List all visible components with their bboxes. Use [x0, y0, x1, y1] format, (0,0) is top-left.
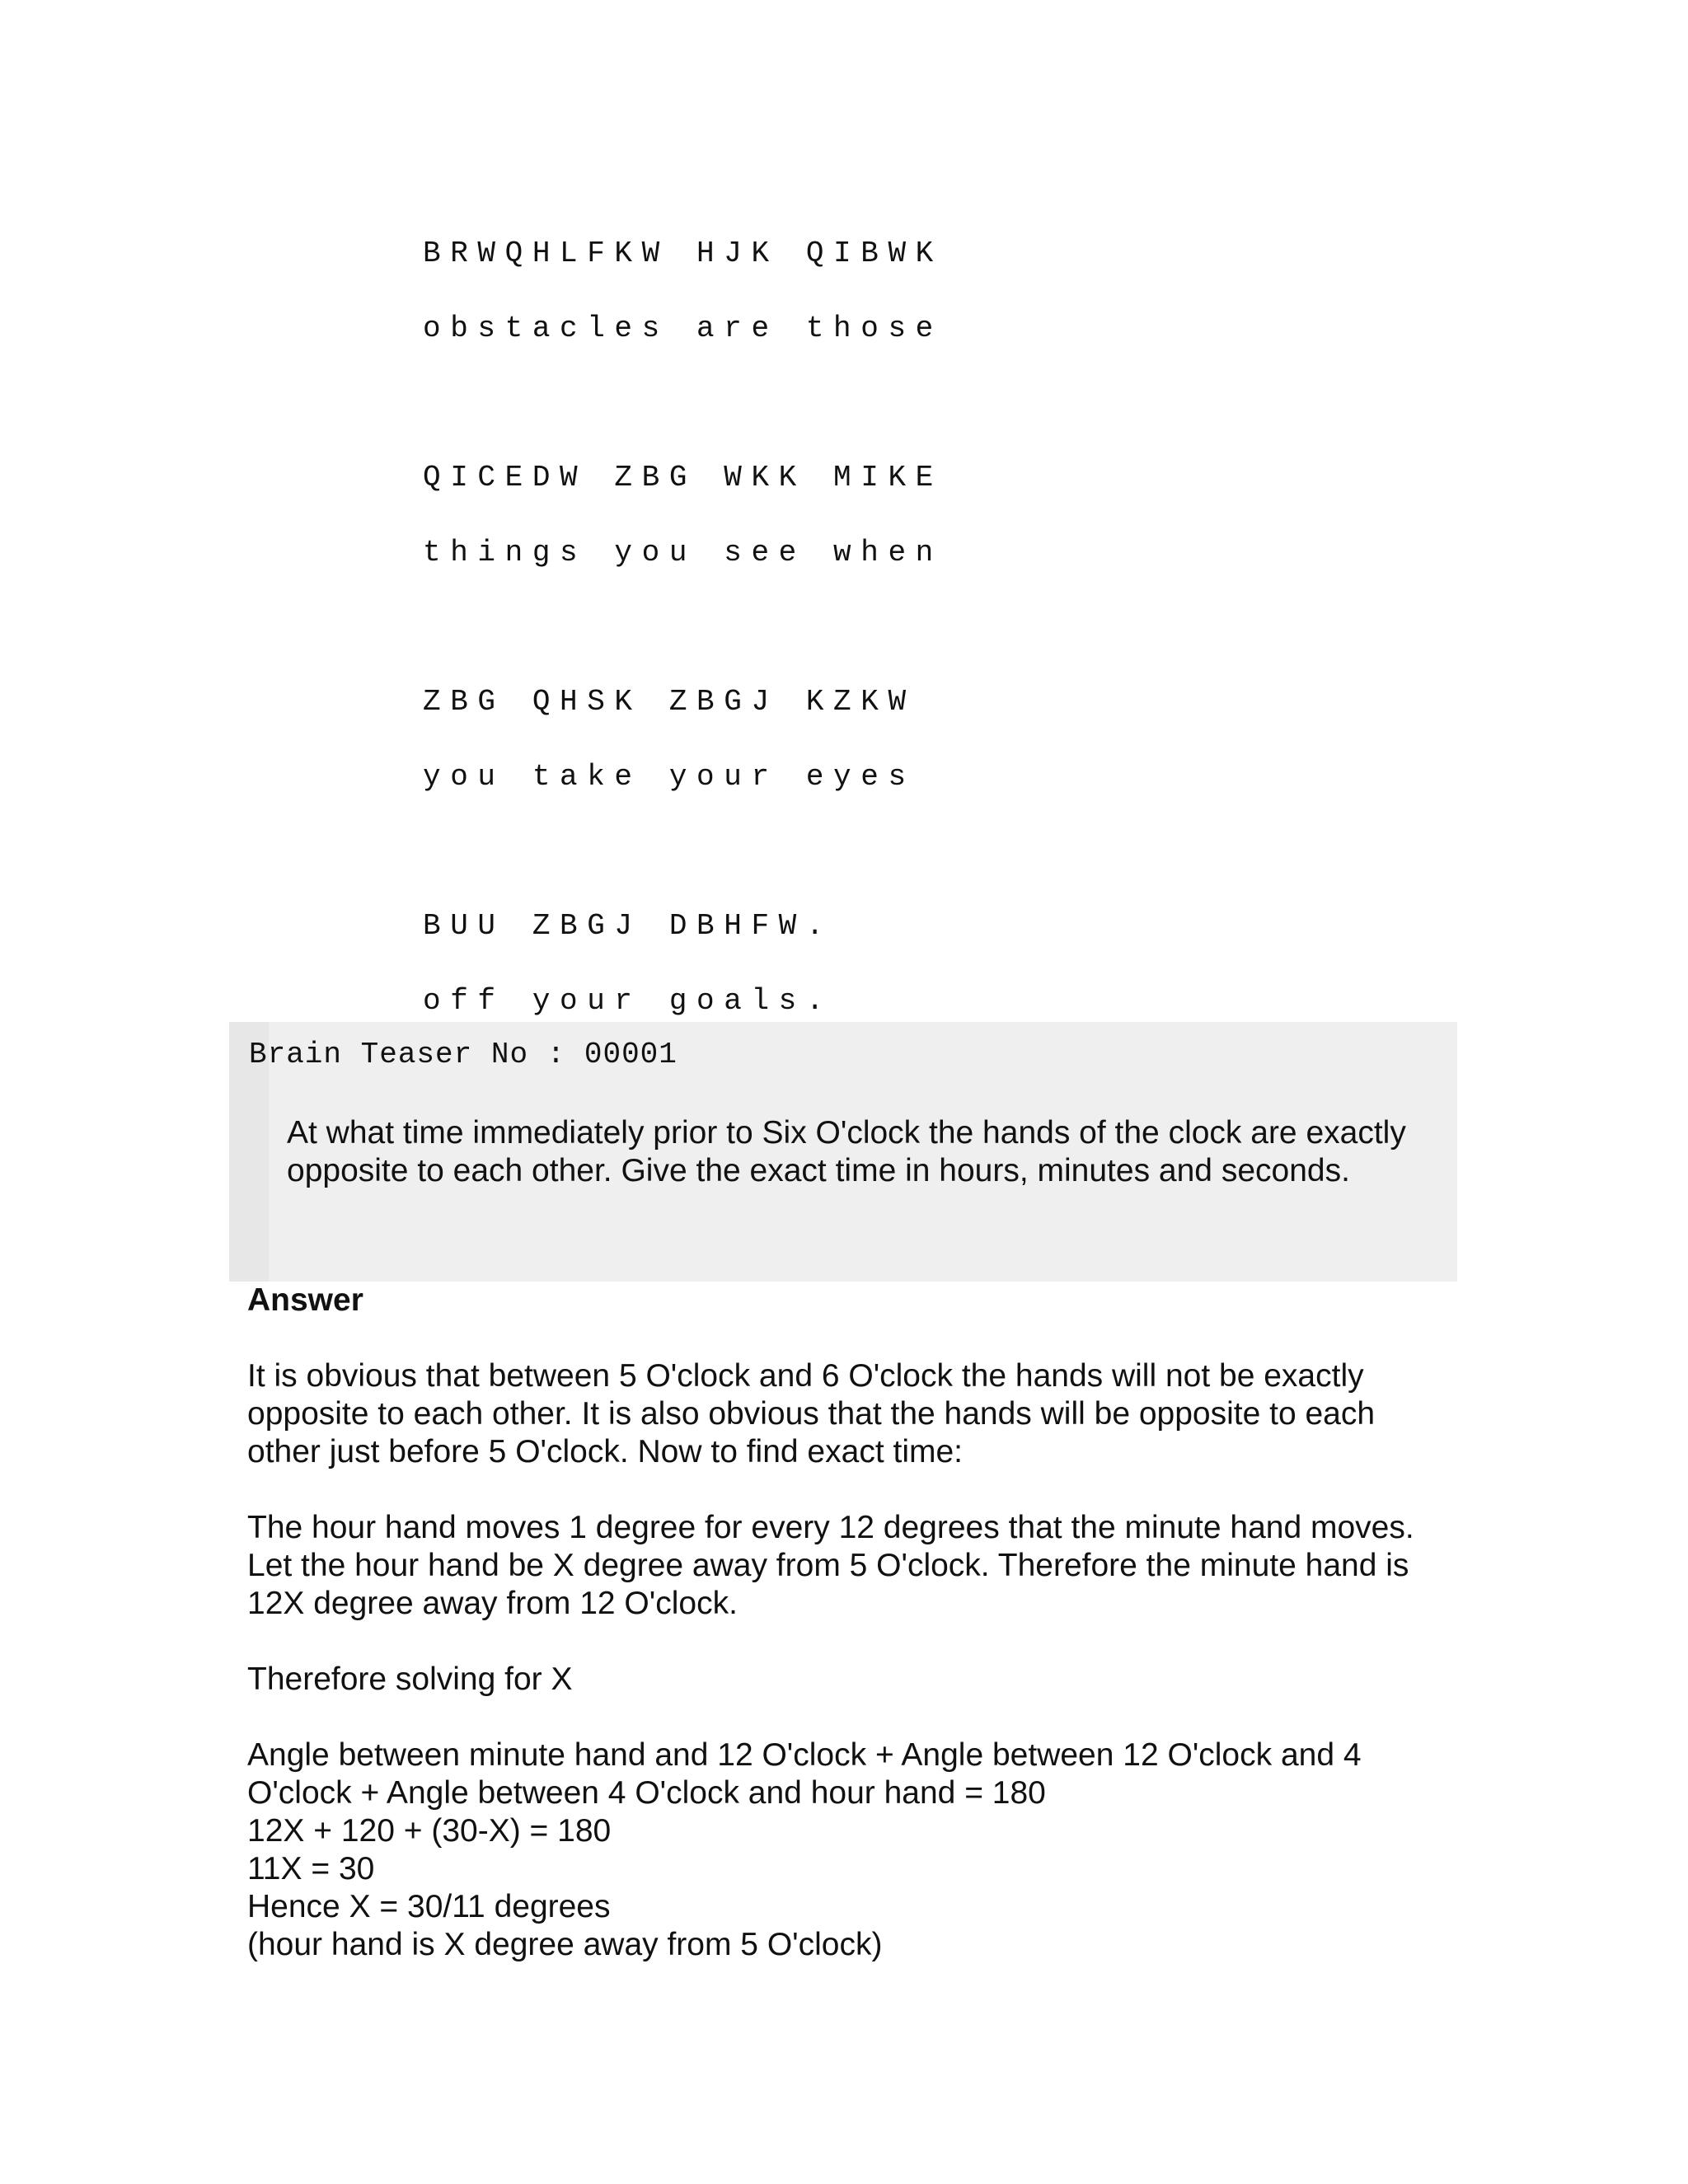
teaser-title: Brain Teaser No : 00001	[249, 1038, 678, 1071]
answer-paragraph-1: It is obvious that between 5 O'clock and 6 O'clock the hands will not be exactly opposite to each other. It is also obvious that the hands will be opposite to each other just before 5 O'clock. Now to find exact time:	[247, 1358, 1376, 1469]
cipher-line-decoded-4: off your goals.	[423, 984, 834, 1018]
answer-paragraph-4: Angle between minute hand and 12 O'clock + Angle between 12 O'clock and 4 O'clock + Angle between 4 O'clock and hour hand = 180	[247, 1737, 1362, 1811]
equation-line: Hence X = 30/11 degrees	[247, 1889, 611, 1924]
answer-paragraph-3: Therefore solving for X	[247, 1661, 573, 1697]
answer-equations	[247, 1812, 1442, 1964]
cipher-line-decoded-3: you take your eyes	[423, 760, 916, 794]
equation-line: 12X + 120 + (30-X) = 180	[247, 1813, 612, 1849]
cipher-line-encoded-4: BUU ZBGJ DBHFW.	[423, 909, 834, 943]
answer-paragraph-2: The hour hand moves 1 degree for every 12 degrees that the minute hand moves. Let the hour hand be X degree away from 5 O'clock. Therefore the minute hand is 12X degree away from 12 O'clock.	[247, 1510, 1414, 1621]
teaser-question: At what time immediately prior to Six O'clock the hands of the clock are exactly opposite to each other. Give the exact time in hours, minutes and seconds.	[287, 1115, 1406, 1188]
cipher-line-encoded-1: BRWQHLFKW HJK QIBWK	[423, 237, 943, 270]
cipher-line-decoded-1: obstacles are those	[423, 312, 943, 345]
cipher-line-decoded-2: things you see when	[423, 536, 943, 569]
equation-line: (hour hand is X degree away from 5 O'clock)	[247, 1927, 883, 1962]
equation-line: 11X = 30	[247, 1851, 375, 1886]
cipher-line-encoded-3: ZBG QHSK ZBGJ KZKW	[423, 685, 916, 719]
cipher-line-encoded-2: QICEDW ZBG WKK MIKE	[423, 461, 943, 494]
answer-heading: Answer	[247, 1282, 363, 1318]
